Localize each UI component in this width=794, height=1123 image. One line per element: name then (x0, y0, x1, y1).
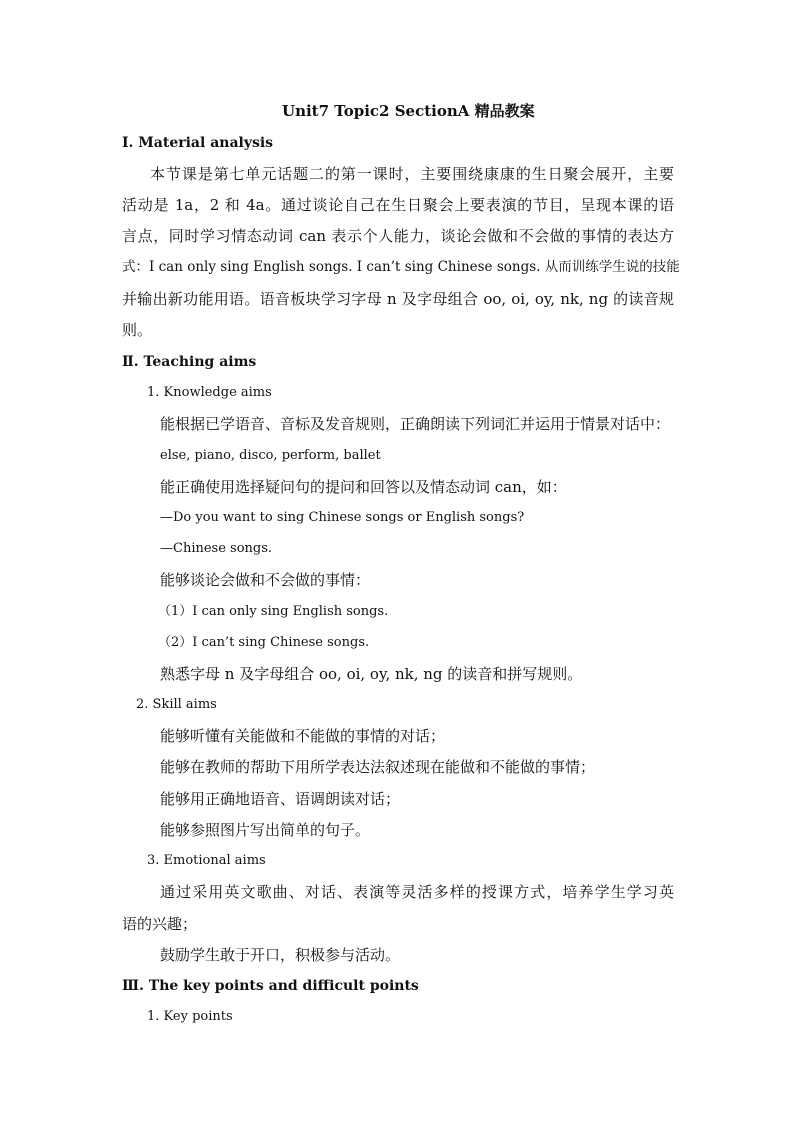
aim-line: 熟悉字母 n 及字母组合 oo, oi, oy, nk, ng 的读音和拼写规则。 (160, 665, 583, 683)
aim-line: 通过采用英文歌曲、对话、表演等灵活多样的授课方式，培养学生学习英 (160, 883, 674, 901)
paragraph-line: 则。 (122, 321, 153, 339)
subheading-knowledge-aims: 1. Knowledge aims (147, 385, 272, 400)
aim-line: 能够听懂有关能做和不能做的事情的对话； (160, 727, 446, 745)
section-heading-key-points: Ⅲ. The key points and difficult points (122, 978, 419, 994)
aim-line: 能正确使用选择疑问句的提问和回答以及情态动词 can，如： (160, 478, 567, 496)
aim-line: 能够在教师的帮助下用所学表达法叙述现在能做和不能做的事情； (160, 758, 596, 776)
paragraph-line: 式：I can only sing English songs. I can’t sing Chinese songs. 从而训练学生说的技能 (122, 259, 680, 275)
aim-line: 能够用正确地语音、语调朗读对话； (160, 790, 401, 808)
aim-line: 能够参照图片写出简单的句子。 (160, 821, 371, 839)
paragraph-line: 活动是 1a，2 和 4a。通过谈论自己在生日聚会上要表演的节目，呈现本课的语 (122, 196, 674, 214)
subheading-key-points: 1. Key points (147, 1009, 233, 1024)
subheading-emotional-aims: 3. Emotional aims (147, 853, 266, 868)
paragraph-line: 本节课是第七单元话题二的第一课时，主要围绕康康的生日聚会展开，主要 (150, 165, 674, 183)
paragraph-line: 并输出新功能用语。语音板块学习字母 n 及字母组合 oo, oi, oy, nk, ng 的读音规 (122, 290, 674, 308)
paragraph-line: 言点，同时学习情态动词 can 表示个人能力，谈论会做和不会做的事情的表达方 (122, 227, 674, 245)
example-sentence: （1）I can only sing English songs. (158, 604, 389, 619)
aim-line: 鼓励学生敢于开口，积极参与活动。 (160, 946, 401, 964)
aim-line: 能根据已学语音、音标及发音规则，正确朗读下列词汇并运用于情景对话中： (160, 415, 671, 433)
aim-line: 能够谈论会做和不会做的事情： (160, 571, 371, 589)
section-heading-teaching-aims: Ⅱ. Teaching aims (122, 354, 257, 370)
document-title: Unit7 Topic2 SectionA 精品教案 (282, 102, 535, 120)
subheading-skill-aims: 2. Skill aims (136, 697, 217, 712)
example-sentence: （2）I can’t sing Chinese songs. (158, 635, 370, 650)
vocabulary-line: else, piano, disco, perform, ballet (160, 448, 381, 463)
example-dialogue-answer: —Chinese songs. (160, 541, 273, 556)
example-dialogue-question: —Do you want to sing Chinese songs or English songs? (160, 510, 525, 525)
aim-line: 语的兴趣； (122, 915, 198, 933)
section-heading-material-analysis: Ⅰ. Material analysis (122, 135, 274, 151)
